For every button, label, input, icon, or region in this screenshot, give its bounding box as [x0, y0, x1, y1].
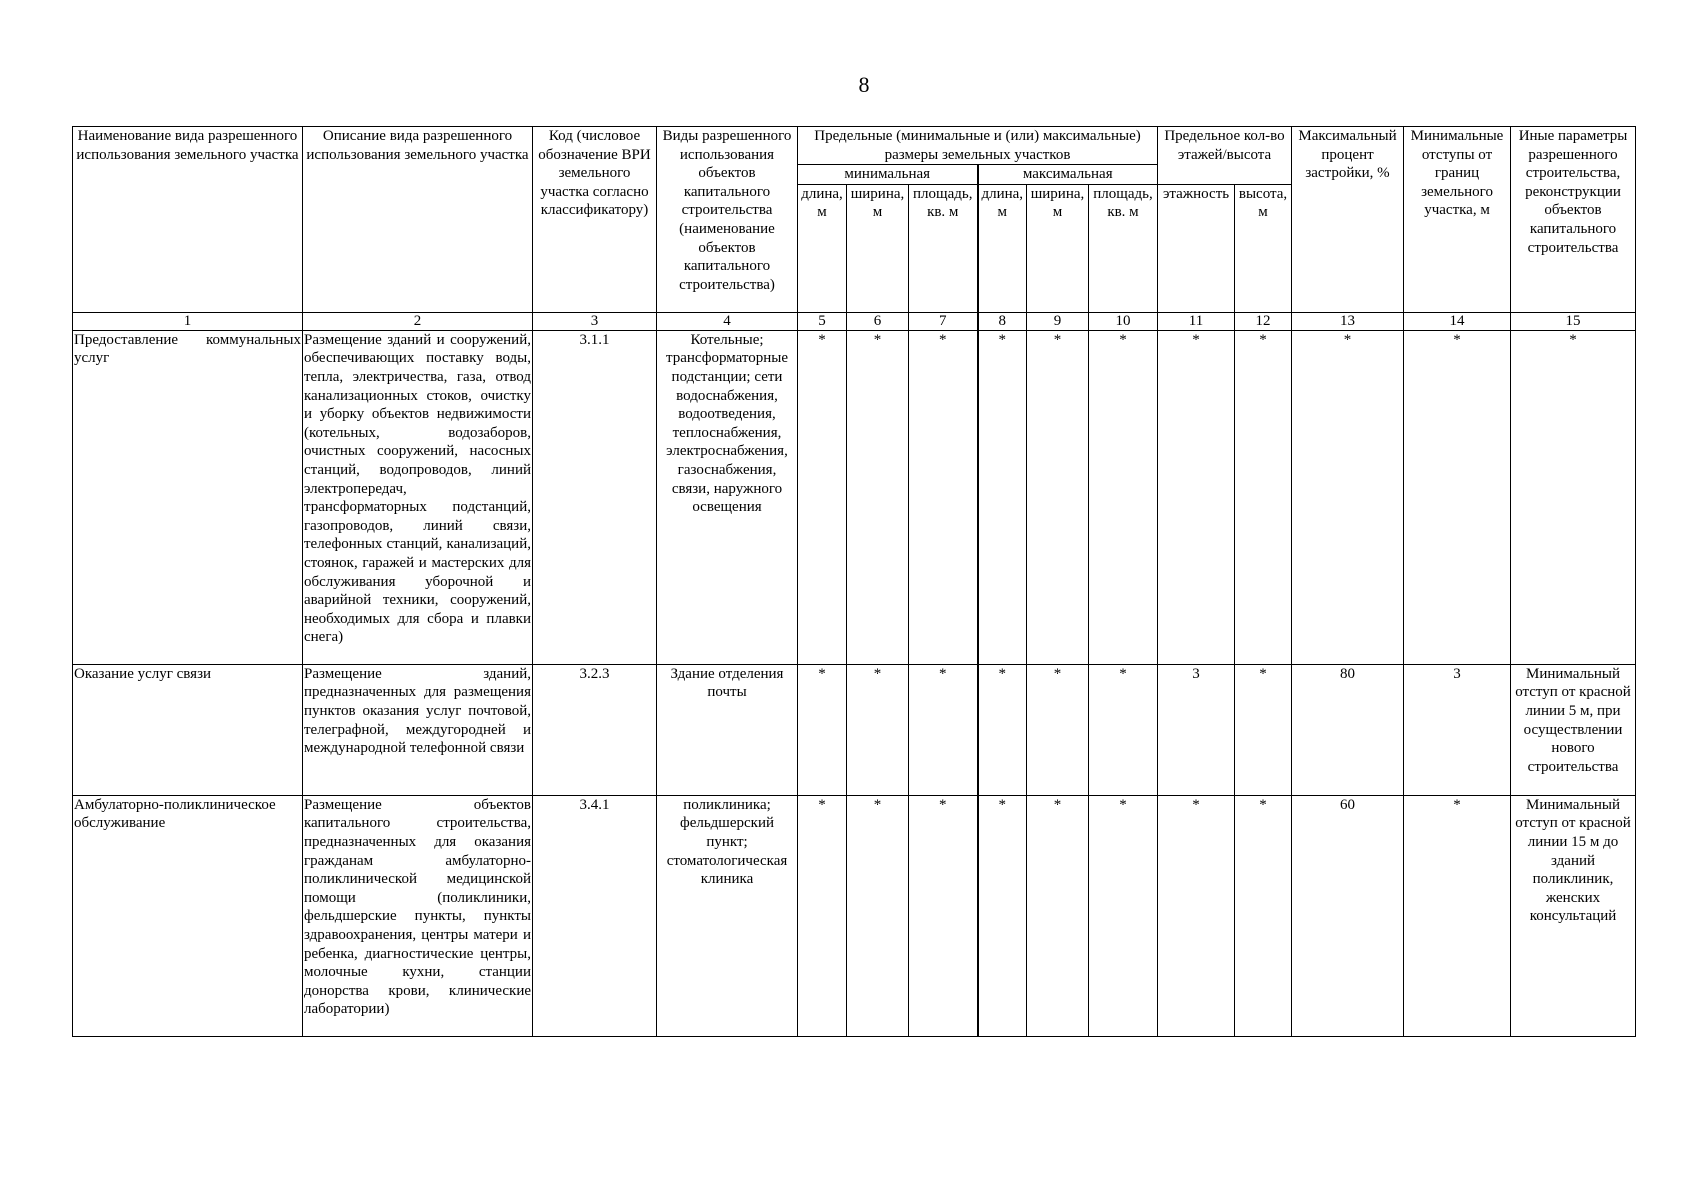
- cell-floors: *: [1158, 330, 1235, 664]
- land-use-regulations-table: [72, 126, 1636, 1037]
- cell-min-width: *: [847, 795, 909, 1036]
- row-code: 3.4.1: [533, 795, 657, 1036]
- column-number: 6: [847, 312, 909, 330]
- column-number: 9: [1027, 312, 1089, 330]
- column-number: 8: [978, 312, 1027, 330]
- cell-min-width: *: [847, 330, 909, 664]
- table-row: [73, 330, 1636, 664]
- column-number: 7: [909, 312, 978, 330]
- cell-max-width: *: [1027, 795, 1089, 1036]
- row-code: 3.2.3: [533, 664, 657, 795]
- header-objects: Виды разрешенного использования объектов капитального строительства (наименование объектов капитального строительства): [657, 127, 798, 313]
- header-min-setback: Минимальные отступы от границ земельного участка, м: [1404, 127, 1511, 313]
- column-number: 10: [1089, 312, 1158, 330]
- header-min-width: ширина, м: [847, 184, 909, 312]
- row-name: Предоставление коммунальных услуг: [73, 330, 303, 664]
- row-description: Размещение зданий, предназначенных для размещения пунктов оказания услуг почтовой, телеграфной, междугородней и международной телефонной связи: [303, 664, 533, 795]
- column-number: 11: [1158, 312, 1235, 330]
- cell-min-setback: *: [1404, 330, 1511, 664]
- cell-max-width: *: [1027, 330, 1089, 664]
- header-floors: этажность: [1158, 184, 1235, 312]
- cell-min-length: *: [798, 330, 847, 664]
- cell-min-setback: *: [1404, 795, 1511, 1036]
- header-max: максимальная: [978, 165, 1158, 185]
- header-max-length: длина, м: [978, 184, 1027, 312]
- cell-min-area: *: [909, 795, 978, 1036]
- cell-min-area: *: [909, 330, 978, 664]
- row-objects: Здание отделения почты: [657, 664, 798, 795]
- cell-max-area: *: [1089, 330, 1158, 664]
- cell-min-area: *: [909, 664, 978, 795]
- header-other: Иные параметры разрешенного строительства, реконструкции объектов капитального строительства: [1511, 127, 1636, 313]
- cell-max-percent: *: [1292, 330, 1404, 664]
- cell-max-percent: 60: [1292, 795, 1404, 1036]
- header-code: Код (числовое обозначение ВРИ земельного участка согласно классификатору): [533, 127, 657, 313]
- column-numbers-row: [73, 312, 1636, 330]
- page-number: 8: [858, 72, 870, 97]
- cell-height: *: [1235, 795, 1292, 1036]
- row-description: Размещение зданий и сооружений, обеспечивающих поставку воды, тепла, электричества, газа, отвод канализационных стоков, очистку и уборку объектов недвижимости (котельных, водозаборов, очистных сооружений, насосных станций, водопроводов, линий электропередач, трансформаторных подстанций, газопроводов, линий связи, телефонных станций, канализаций, стоянок, гаражей и мастерских для обслуживания уборочной и аварийной техники, сооружений, необходимых для сбора и плавки снега): [303, 330, 533, 664]
- header-name: Наименование вида разрешенного использования земельного участка: [73, 127, 303, 313]
- cell-max-area: *: [1089, 795, 1158, 1036]
- cell-other: Минимальный отступ от красной линии 15 м до зданий поликлиник, женских консультаций: [1511, 795, 1636, 1036]
- column-number: 12: [1235, 312, 1292, 330]
- row-name: Оказание услуг связи: [73, 664, 303, 795]
- header-min-area: площадь, кв. м: [909, 184, 978, 312]
- column-number: 13: [1292, 312, 1404, 330]
- column-number: 14: [1404, 312, 1511, 330]
- cell-max-width: *: [1027, 664, 1089, 795]
- cell-max-length: *: [978, 330, 1027, 664]
- cell-max-length: *: [978, 795, 1027, 1036]
- cell-min-setback: 3: [1404, 664, 1511, 795]
- cell-min-width: *: [847, 664, 909, 795]
- header-row: [73, 127, 1636, 165]
- header-description: Описание вида разрешенного использования земельного участка: [303, 127, 533, 313]
- column-number: 5: [798, 312, 847, 330]
- table-row: [73, 795, 1636, 1036]
- cell-height: *: [1235, 664, 1292, 795]
- row-objects: поликлиника; фельдшерский пункт; стоматологическая клиника: [657, 795, 798, 1036]
- column-number: 4: [657, 312, 798, 330]
- cell-max-percent: 80: [1292, 664, 1404, 795]
- header-limits: Предельные (минимальные и (или) максимальные) размеры земельных участков: [798, 127, 1158, 165]
- cell-max-area: *: [1089, 664, 1158, 795]
- header-min-length: длина, м: [798, 184, 847, 312]
- cell-height: *: [1235, 330, 1292, 664]
- cell-other: Минимальный отступ от красной линии 5 м, при осуществлении нового строительства: [1511, 664, 1636, 795]
- header-max-percent: Максимальный процент застройки, %: [1292, 127, 1404, 313]
- column-number: 15: [1511, 312, 1636, 330]
- cell-min-length: *: [798, 795, 847, 1036]
- column-number: 2: [303, 312, 533, 330]
- header-max-width: ширина, м: [1027, 184, 1089, 312]
- header-height: высота, м: [1235, 184, 1292, 312]
- cell-floors: *: [1158, 795, 1235, 1036]
- cell-min-length: *: [798, 664, 847, 795]
- header-min: минимальная: [798, 165, 978, 185]
- header-floors-height: Предельное кол-во этажей/высота: [1158, 127, 1292, 185]
- cell-floors: 3: [1158, 664, 1235, 795]
- cell-max-length: *: [978, 664, 1027, 795]
- row-description: Размещение объектов капитального строительства, предназначенных для оказания гражданам амбулаторно-поликлинической медицинской помощи (поликлиники, фельдшерские пункты, пункты здравоохранения, центры матери и ребенка, диагностические центры, молочные кухни, станции донорства крови, клинические лаборатории): [303, 795, 533, 1036]
- column-number: 3: [533, 312, 657, 330]
- row-name: Амбулаторно-поликлиническое обслуживание: [73, 795, 303, 1036]
- table-row: [73, 664, 1636, 795]
- row-objects: Котельные; трансформаторные подстанции; сети водоснабжения, водоотведения, теплоснабжения, электроснабжения, газоснабжения, связи, наружного освещения: [657, 330, 798, 664]
- cell-other: *: [1511, 330, 1636, 664]
- header-max-area: площадь, кв. м: [1089, 184, 1158, 312]
- row-code: 3.1.1: [533, 330, 657, 664]
- column-number: 1: [73, 312, 303, 330]
